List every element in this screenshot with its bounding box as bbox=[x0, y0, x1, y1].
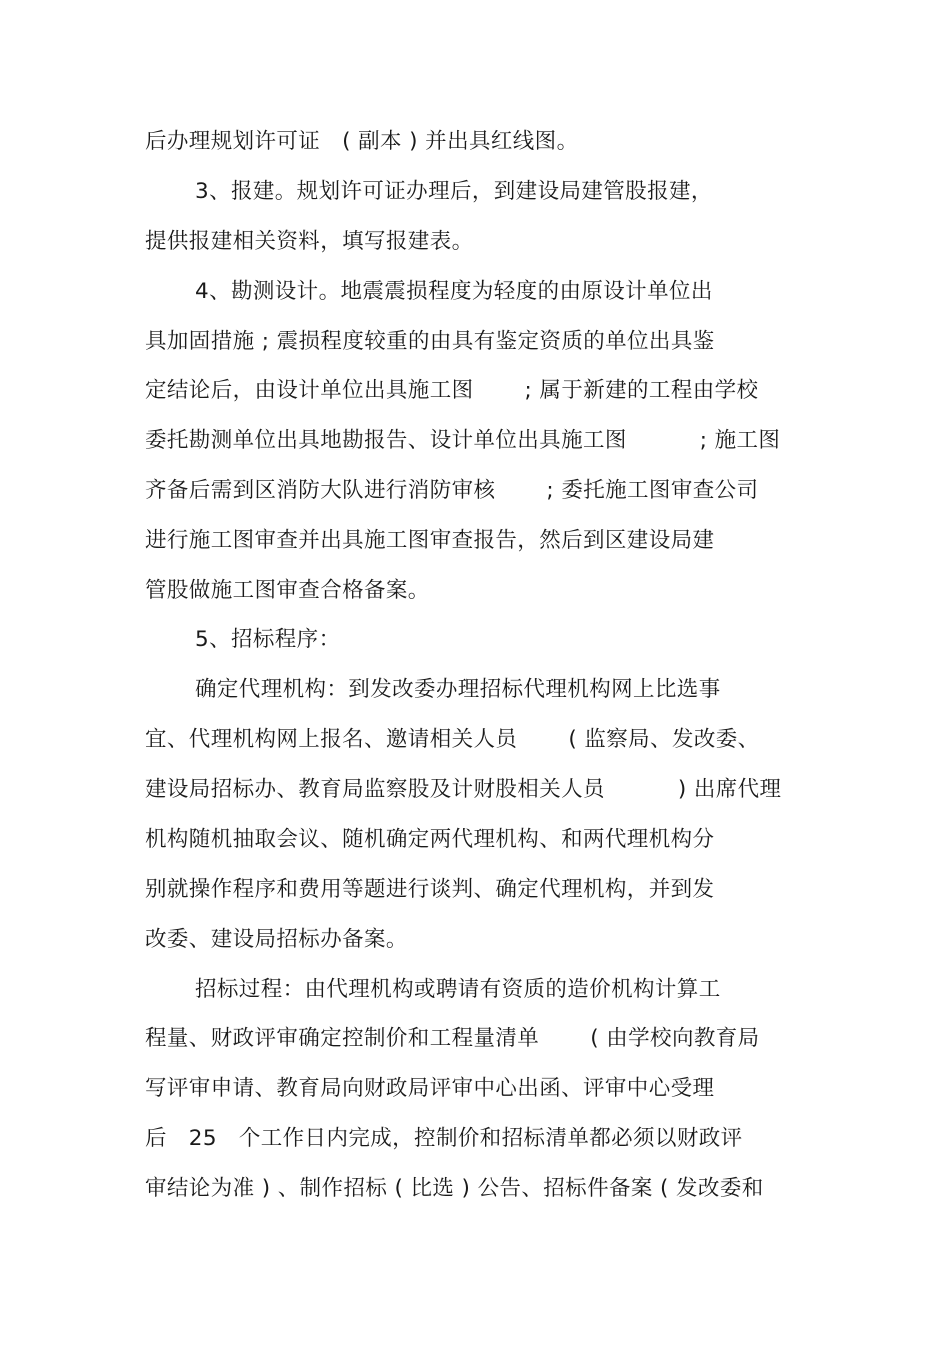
text-line: 建设局招标办、教育局监察股及计财股相关人员 ) 出席代理 bbox=[145, 777, 782, 802]
text-line: 宜、代理机构网上报名、邀请相关人员 ( 监察局、发改委、 bbox=[145, 727, 760, 752]
text-line: 确定代理机构：到发改委办理招标代理机构网上比选事 bbox=[195, 677, 721, 702]
text-line: 具加固措施 ; 震损程度较重的由具有鉴定资质的单位出具鉴 bbox=[145, 329, 715, 354]
text-line: 委托勘测单位出具地勘报告、设计单位出具施工图 ; 施工图 bbox=[145, 428, 781, 453]
text-line: 程量、财政评审确定控制价和工程量清单 ( 由学校向教育局 bbox=[145, 1026, 760, 1051]
text-line: 招标过程：由代理机构或聘请有资质的造价机构计算工 bbox=[195, 977, 721, 1002]
text-line: 写评审申请、教育局向财政局评审中心出函、评审中心受理 bbox=[145, 1076, 715, 1101]
text-line: 4、勘测设计。地震震损程度为轻度的由原设计单位出 bbox=[195, 279, 713, 304]
text-line: 改委、建设局招标办备案。 bbox=[145, 927, 408, 952]
text-line: 齐备后需到区消防大队进行消防审核 ; 委托施工图审查公司 bbox=[145, 478, 759, 503]
text-line: 后办理规划许可证 ( 副本 ) 并出具红线图。 bbox=[145, 129, 579, 154]
text-line: 3、报建。规划许可证办理后，到建设局建管股报建， bbox=[195, 179, 713, 204]
text-line: 进行施工图审查并出具施工图审查报告，然后到区建设局建 bbox=[145, 528, 715, 553]
text-line: 定结论后，由设计单位出具施工图 ; 属于新建的工程由学校 bbox=[145, 378, 759, 403]
text-line: 5、招标程序： bbox=[195, 627, 341, 652]
text-line: 审结论为准 ) 、制作招标 ( 比选 ) 公告、招标件备案 ( 发改委和 bbox=[145, 1176, 764, 1201]
text-line: 机构随机抽取会议、随机确定两代理机构、和两代理机构分 bbox=[145, 827, 715, 852]
text-line: 提供报建相关资料，填写报建表。 bbox=[145, 229, 474, 254]
text-line: 后 25 个工作日内完成，控制价和招标清单都必须以财政评 bbox=[145, 1126, 743, 1151]
text-line: 别就操作程序和费用等题进行谈判、确定代理机构，并到发 bbox=[145, 877, 715, 902]
text-line: 管股做施工图审查合格备案。 bbox=[145, 578, 430, 603]
